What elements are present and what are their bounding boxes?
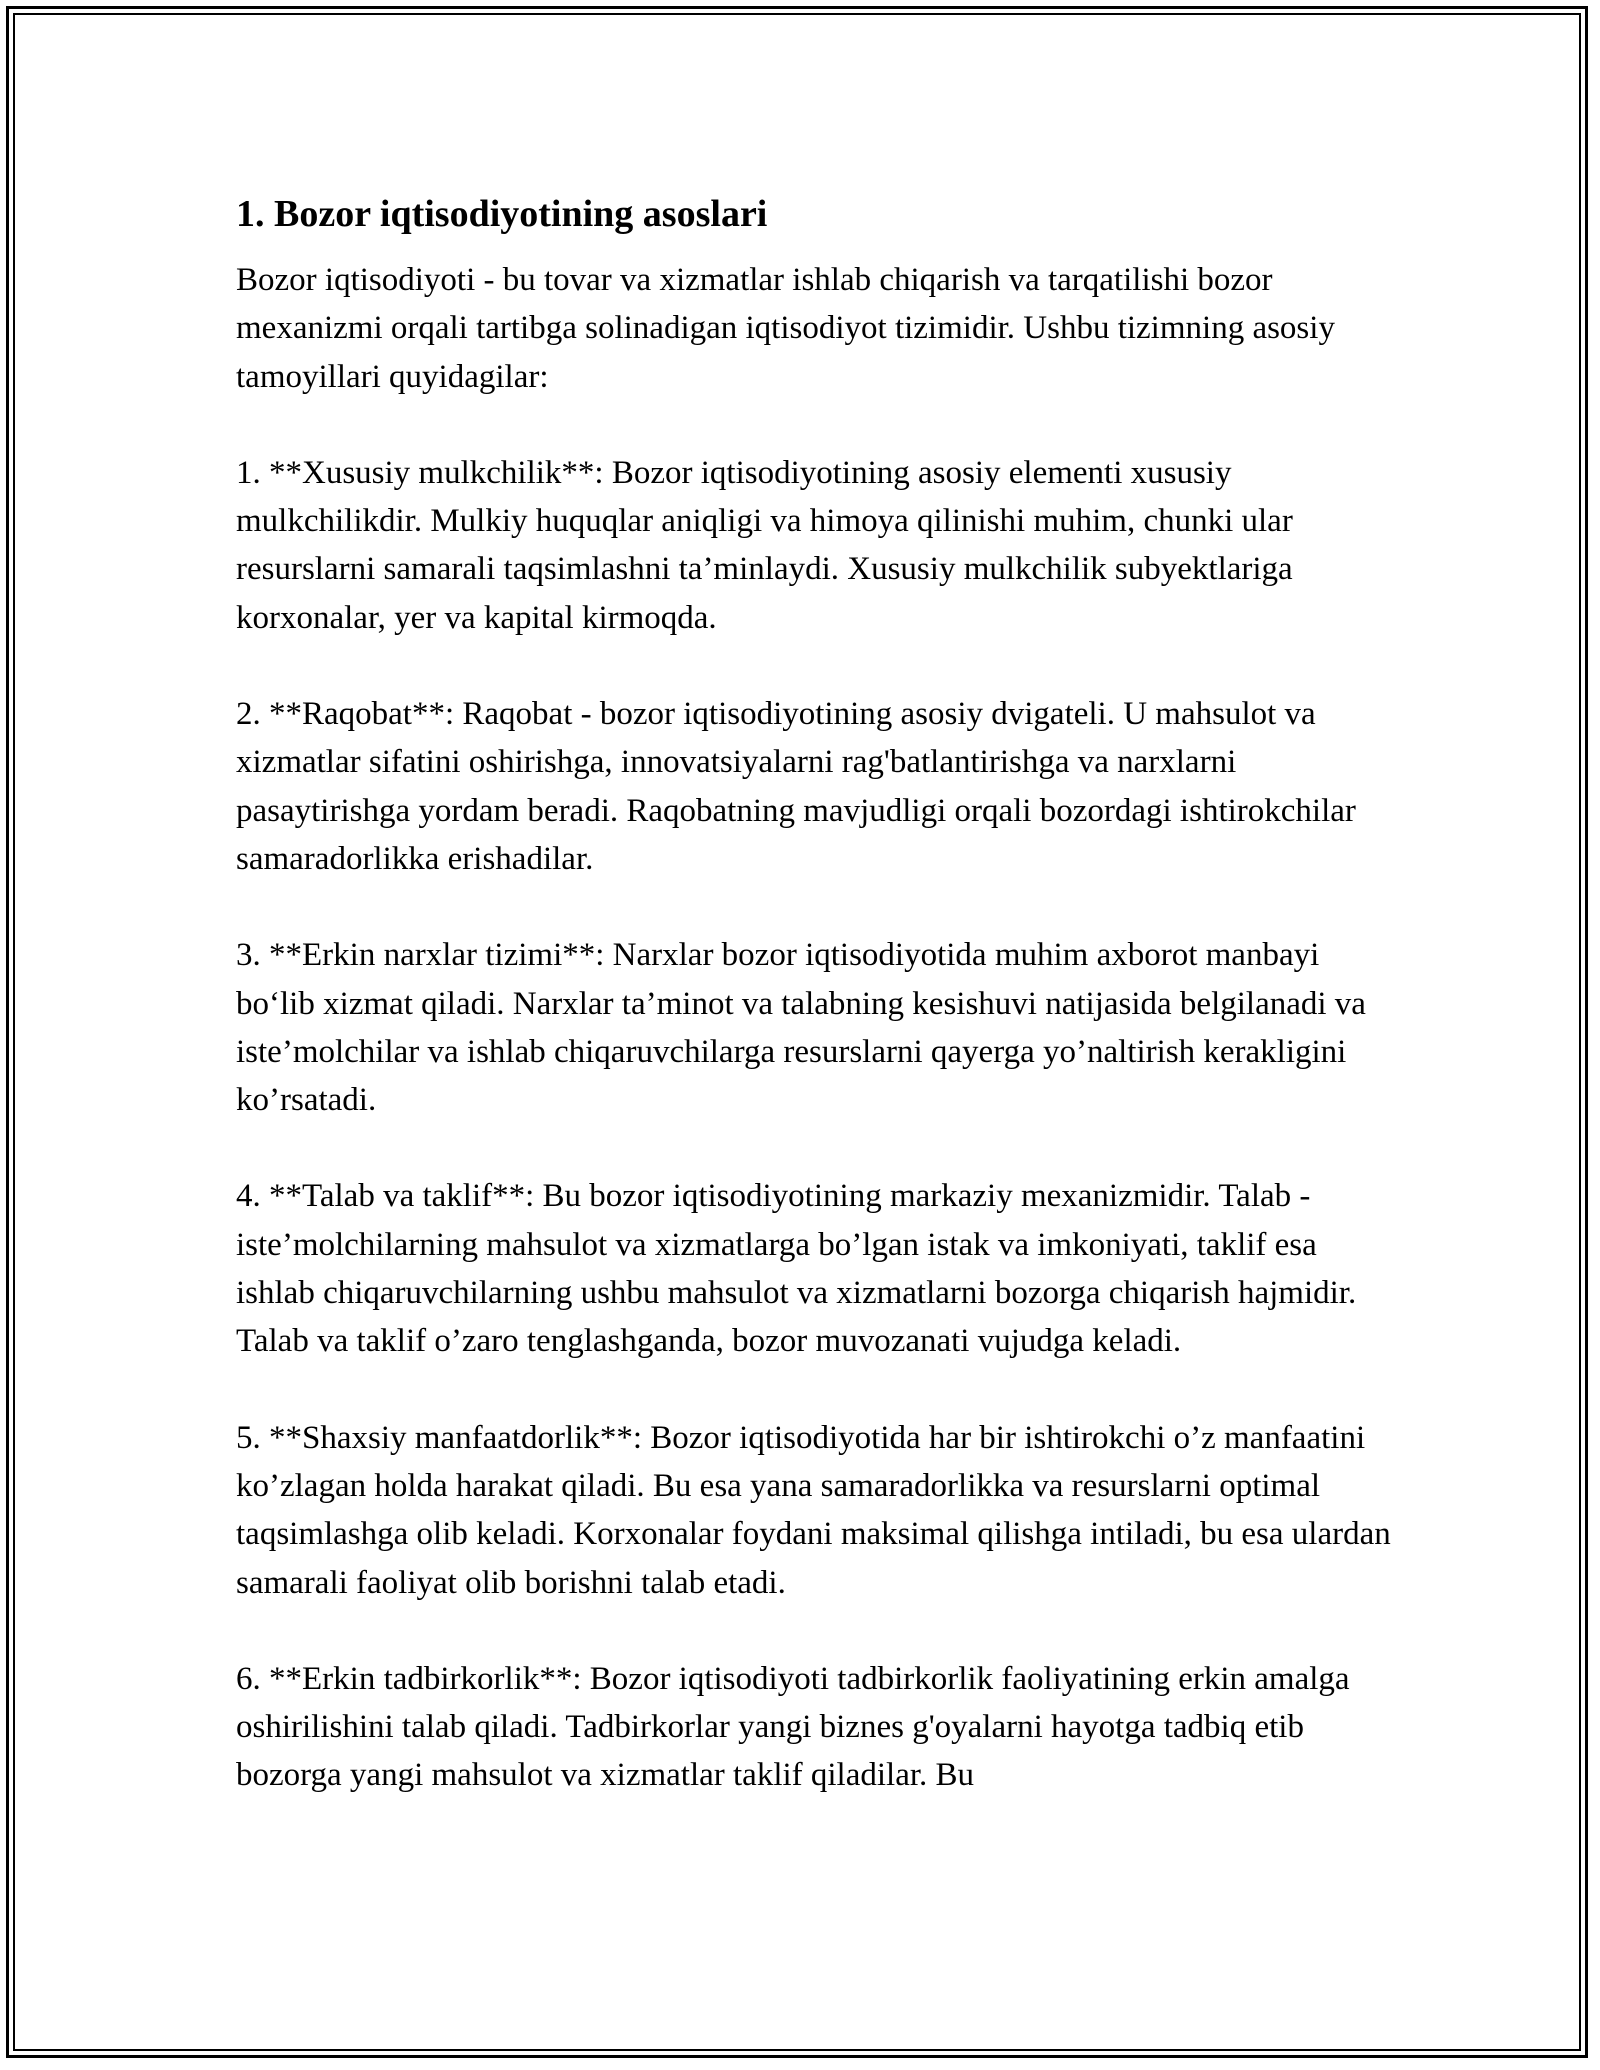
paragraph-free-prices: 3. **Erkin narxlar tizimi**: Narxlar bozor iqtisodiyotida muhim axborot manbayi bo‘lib xizmat qiladi. Narxlar ta’minot va talabning kesishuvi natijasida belgilanadi va iste’molchilar va ishlab chiqaruvchilarga resurslarni qayerga yo’naltirish kerakligini ko’rsatadi. [236, 937, 1366, 1119]
intro-paragraph: Bozor iqtisodiyoti - bu tovar va xizmatlar ishlab chiqarish va tarqatilishi bozor mexanizmi orqali tartibga solinadigan iqtisodiyot tizimidir. Ushbu tizimning asosiy tamoyillari quyidagilar: [236, 262, 1335, 395]
section-heading: 1. Bozor iqtisodiyotining asoslari [236, 193, 768, 235]
document-body [236, 190, 1396, 1800]
paragraph-supply-demand: 4. **Talab va taklif**: Bu bozor iqtisodiyotining markaziy mexanizmidir. Talab - iste’molchilarning mahsulot va xizmatlarga bo’lgan istak va imkoniyati, taklif esa ishlab chiqaruvchilarning ushbu mahsulot va xizmatlarni bozorga chiqarish hajmidir. Talab va taklif o’zaro tenglashganda, bozor muvozanati vujudga keladi. [236, 1178, 1357, 1360]
paragraph-private-property: 1. **Xususiy mulkchilik**: Bozor iqtisodiyotining asosiy elementi xususiy mulkchilikdir. Mulkiy huquqlar aniqligi va himoya qilinishi muhim, chunki ular resurslarni samarali taqsimlashni ta’minlaydi. Xususiy mulkchilik subyektlariga korxonalar, yer va kapital kirmoqda. [236, 454, 1293, 636]
paragraph-self-interest: 5. **Shaxsiy manfaatdorlik**: Bozor iqtisodiyotida har bir ishtirokchi o’z manfaatini ko’zlagan holda harakat qiladi. Bu esa yana samaradorlikka va resurslarni optimal taqsimlashga olib keladi. Korxonalar foydani maksimal qilishga intiladi, bu esa ulardan samarali faoliyat olib borishni talab etadi. [236, 1419, 1391, 1601]
paragraph-free-enterprise: 6. **Erkin tadbirkorlik**: Bozor iqtisodiyoti tadbirkorlik faoliyatining erkin amalga oshirilishini talab qiladi. Tadbirkorlar yangi biznes g'oyalarni hayotga tadbiq etib bozorga yangi mahsulot va xizmatlar taklif qiladilar. Bu [236, 1660, 1350, 1794]
paragraph-competition: 2. **Raqobat**: Raqobat - bozor iqtisodiyotining asosiy dvigateli. U mahsulot va xizmatlar sifatini oshirishga, innovatsiyalarni rag'batlantirishga va narxlarni pasaytirishga yordam beradi. Raqobatning mavjudligi orqali bozordagi ishtirokchilar samaradorlikka erishadilar. [236, 696, 1356, 877]
